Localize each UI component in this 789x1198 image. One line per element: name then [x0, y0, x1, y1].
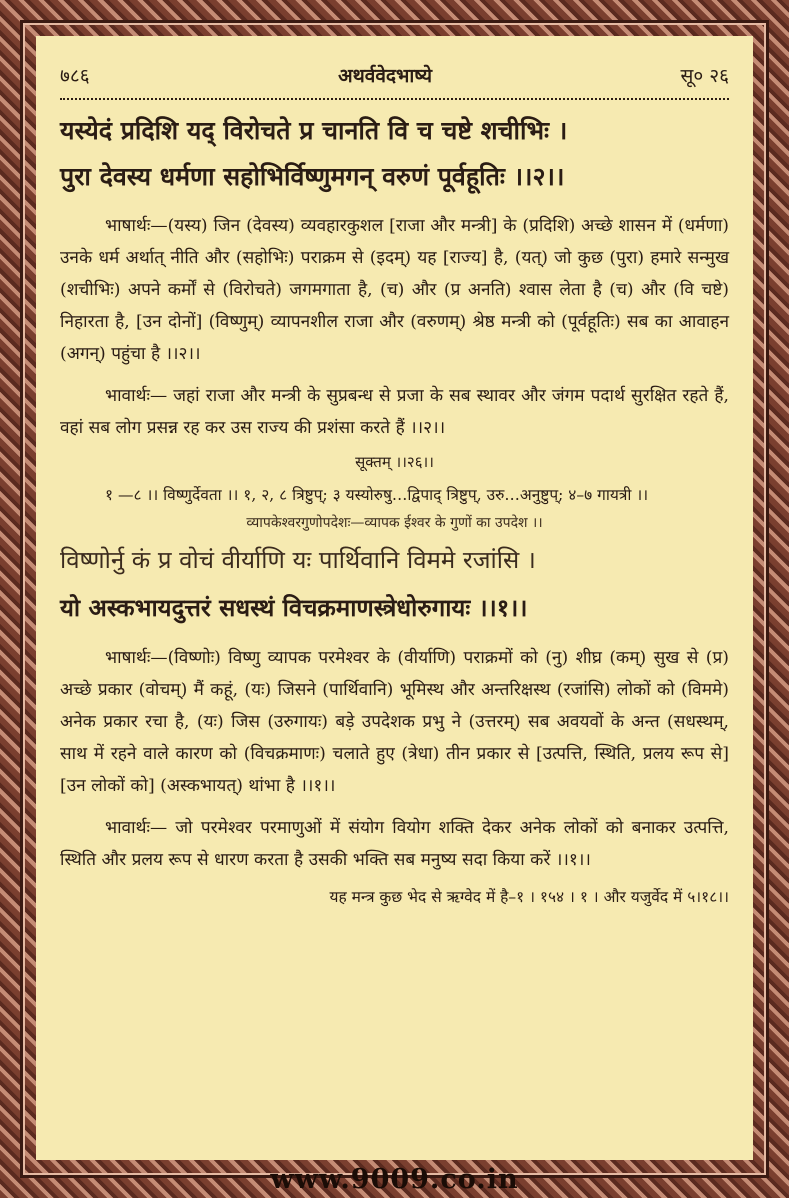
- page-number: ७८६: [60, 65, 90, 87]
- upadesh-line: व्यापकेश्वरगुणोपदेशः—व्यापक ईश्वर के गुणों का उपदेश ।।: [246, 515, 543, 531]
- book-title: अथर्ववेदभाष्ये: [338, 65, 433, 87]
- sukta-heading: सूक्तम् ।।२६।।: [355, 453, 434, 471]
- page: [36, 36, 753, 1160]
- page-header: [60, 36, 729, 92]
- bhasharth-1: भाषार्थः—(यस्य) जिन (देवस्य) व्यवहारकुशल [राजा और मन्त्री] के (प्रदिशि) अच्छे शासन में (धर्मणा) उनके धर्म अर्थात् नीति और (सहोभिः) पराक्रम से (इदम्) यह [राज्य] है, (यत्) जो कुछ (पुरा) हमारे सन्मुख (शचीभिः) अपने कर्मों से (विरोचते) जगमगाता है, (च) और (प्र अनति) श्वास लेता है (च) और (वि चष्टे) निहारता है, [उन दोनों] (विष्णुम्) व्यापनशील राजा और (वरुणम्) श्रेष्ठ मन्त्री को (पूर्वहूतिः) सब का आवाहन (अगन्) पहुंचा है ।।२।।: [60, 216, 729, 364]
- mantra-1-line-2: पुरा देवस्य धर्मणा सहोभिर्विष्णुमगन् वरुणं पूर्वहूतिः ।।२।।: [60, 162, 565, 191]
- sukta-reference: सू० २६: [680, 65, 729, 87]
- header-divider: [60, 98, 729, 100]
- bhavarth-1: भावार्थः— जहां राजा और मन्त्री के सुप्रबन्ध से प्रजा के सब स्थावर और जंगम पदार्थ सुरक्षित रहते हैं, वहां सब लोग प्रसन्न रह कर उस राज्य की प्रशंसा करते हैं ।।२।।: [60, 386, 729, 438]
- mantra-1-line-1: यस्येदं प्रदिशि यद् विरोचते प्र चानति वि च चष्टे शचीभिः ।: [60, 116, 568, 145]
- website-watermark: www.9009.co.in: [270, 1164, 519, 1195]
- sukta-metadata: १ —८ ।। विष्णुर्देवता ।। १, २, ८ त्रिष्टुप्; ३ यस्योरुषु…द्विपाद् त्रिष्टुप्, उरु…अनुष्टुप्; ४–७ गायत्री ।।: [105, 486, 649, 504]
- bhavarth-2: भावार्थः— जो परमेश्वर परमाणुओं में संयोग वियोग शक्ति देकर अनेक लोकों को बनाकर उत्पत्ति, स्थिति और प्रलय रूप से धारण करता है उसकी भक्ति सब मनुष्य सदा किया करें ।।१।।: [60, 818, 729, 870]
- mantra-2-line-2: यो अस्कभायदुत्तरं सधस्थं विचक्रमाणस्त्रेधोरुगायः ।।१।।: [60, 593, 528, 622]
- footnote: यह मन्त्र कुछ भेद से ऋग्वेद में है–१ । १५४ । १ । और यजुर्वेद में ५।१८।।: [329, 888, 729, 906]
- mantra-2-line-1: विष्णोर्नु कं प्र वोचं वीर्याणि यः पार्थिवानि विममे रजांसि ।: [60, 546, 536, 574]
- bhasharth-2: भाषार्थः—(विष्णोः) विष्णु व्यापक परमेश्वर के (वीर्याणि) पराक्रमों को (नु) शीघ्र (कम्) सुख से (प्र) अच्छे प्रकार (वोचम्) मैं कहूं, (यः) जिसने (पार्थिवानि) भूमिस्थ और अन्तरिक्षस्थ (रजांसि) लोकों को (विममे) अनेक प्रकार रचा है, (यः) जिस (उरुगायः) बड़े उपदेशक प्रभु ने (उत्तरम्) सब अवयवों के अन्त (सधस्थम्, साथ में रहने वाले कारण को (विचक्रमाणः) चलाते हुए (त्रेधा) तीन प्रकार से [उत्पत्ति, स्थिति, प्रलय रूप से] [उन लोकों को] (अस्कभायत्) थांभा है ।।१।।: [60, 648, 729, 796]
